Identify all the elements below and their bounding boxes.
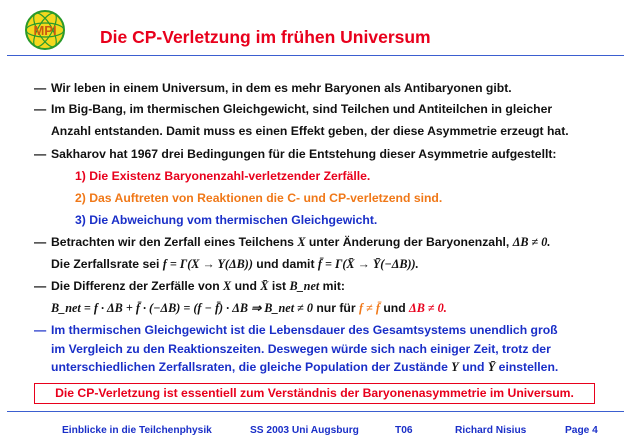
math-f-neq: f ≠ f̄: [359, 301, 380, 315]
math-db-neq: ΔB ≠ 0.: [409, 301, 447, 315]
footer-code: T06: [395, 425, 413, 436]
bullet-marker: —: [34, 81, 47, 95]
text-line: Sakharov hat 1967 drei Bedingungen für die Entstehung dieser Asymmetrie aufgestellt:: [51, 147, 557, 161]
math-delta-b: ΔB ≠ 0.: [512, 235, 551, 249]
text-line: Im thermischen Gleichgewicht ist die Lebensdauer des Gesamtsystems unendlich groß: [51, 323, 558, 337]
math-bnet-equation: B_net = f · ΔB + f̄ · (−ΔB) = (f − f̄) · ΔB ⇒ B_net ≠ 0: [51, 301, 313, 315]
bullet-marker: —: [34, 279, 47, 293]
math-rate-fbar: f̄ = Γ(X̄ → Ȳ(−ΔB)).: [317, 257, 419, 271]
math-x: X: [297, 235, 306, 249]
math-rate-f: f = Γ(X → Y(ΔB)): [162, 257, 253, 271]
footer-semester: SS 2003 Uni Augsburg: [250, 425, 359, 436]
text-line: Im Big-Bang, im thermischen Gleichgewicht, sind Teilchen und Antiteilchen in gleicher: [51, 102, 553, 116]
mpi-logo: [23, 8, 67, 52]
condition-1: 1) Die Existenz Baryonenzahl-verletzender Zerfälle.: [75, 169, 371, 183]
text-line: Die Zerfallsrate sei f = Γ(X → Y(ΔB)) und damit f̄ = Γ(X̄ → Ȳ(−ΔB)).: [51, 257, 419, 271]
header-rule: [7, 55, 624, 56]
footer-page: Page 4: [565, 425, 598, 436]
condition-2: 2) Das Auftreten von Reaktionen die C- und CP-verletzend sind.: [75, 191, 443, 205]
bullet-marker: —: [34, 102, 47, 116]
text-line: Anzahl entstanden. Damit muss es einen Effekt geben, der diese Asymmetrie erzeugt hat.: [51, 124, 569, 138]
condition-3: 3) Die Abweichung vom thermischen Gleichgewicht.: [75, 213, 378, 227]
footer-course: Einblicke in die Teilchenphysik: [62, 425, 212, 436]
bullet-marker: —: [34, 147, 47, 161]
footer-author: Richard Nisius: [455, 425, 527, 436]
text-line: unterschiedlichen Zerfallsraten, die gleiche Population der Zustände Y und Ȳ einstellen.: [51, 360, 559, 374]
logo-text: MPI: [33, 23, 57, 38]
text-line: im Vergleich zu den Reaktionszeiten. Deswegen würde sich nach einiger Zeit, trotz der: [51, 342, 551, 356]
text-line: Wir leben in einem Universum, in dem es mehr Baryonen als Antibaryonen gibt.: [51, 81, 512, 95]
text-line: Betrachten wir den Zerfall eines Teilchens X unter Änderung der Baryonenzahl, ΔB ≠ 0.: [51, 235, 551, 249]
footer-rule: [7, 411, 624, 412]
conclusion-box: Die CP-Verletzung ist essentiell zum Verständnis der Baryonenasymmetrie im Universum.: [34, 383, 595, 404]
slide-title: Die CP-Verletzung im frühen Universum: [100, 27, 431, 47]
text-line: Die Differenz der Zerfälle von X und X̄ ist B_net mit:: [51, 279, 345, 293]
bullet-marker: —: [34, 235, 47, 249]
bullet-marker: —: [34, 323, 47, 337]
equation-line: B_net = f · ΔB + f̄ · (−ΔB) = (f − f̄) · ΔB ⇒ B_net ≠ 0 nur für f ≠ f̄ und ΔB ≠ 0.: [51, 301, 447, 315]
